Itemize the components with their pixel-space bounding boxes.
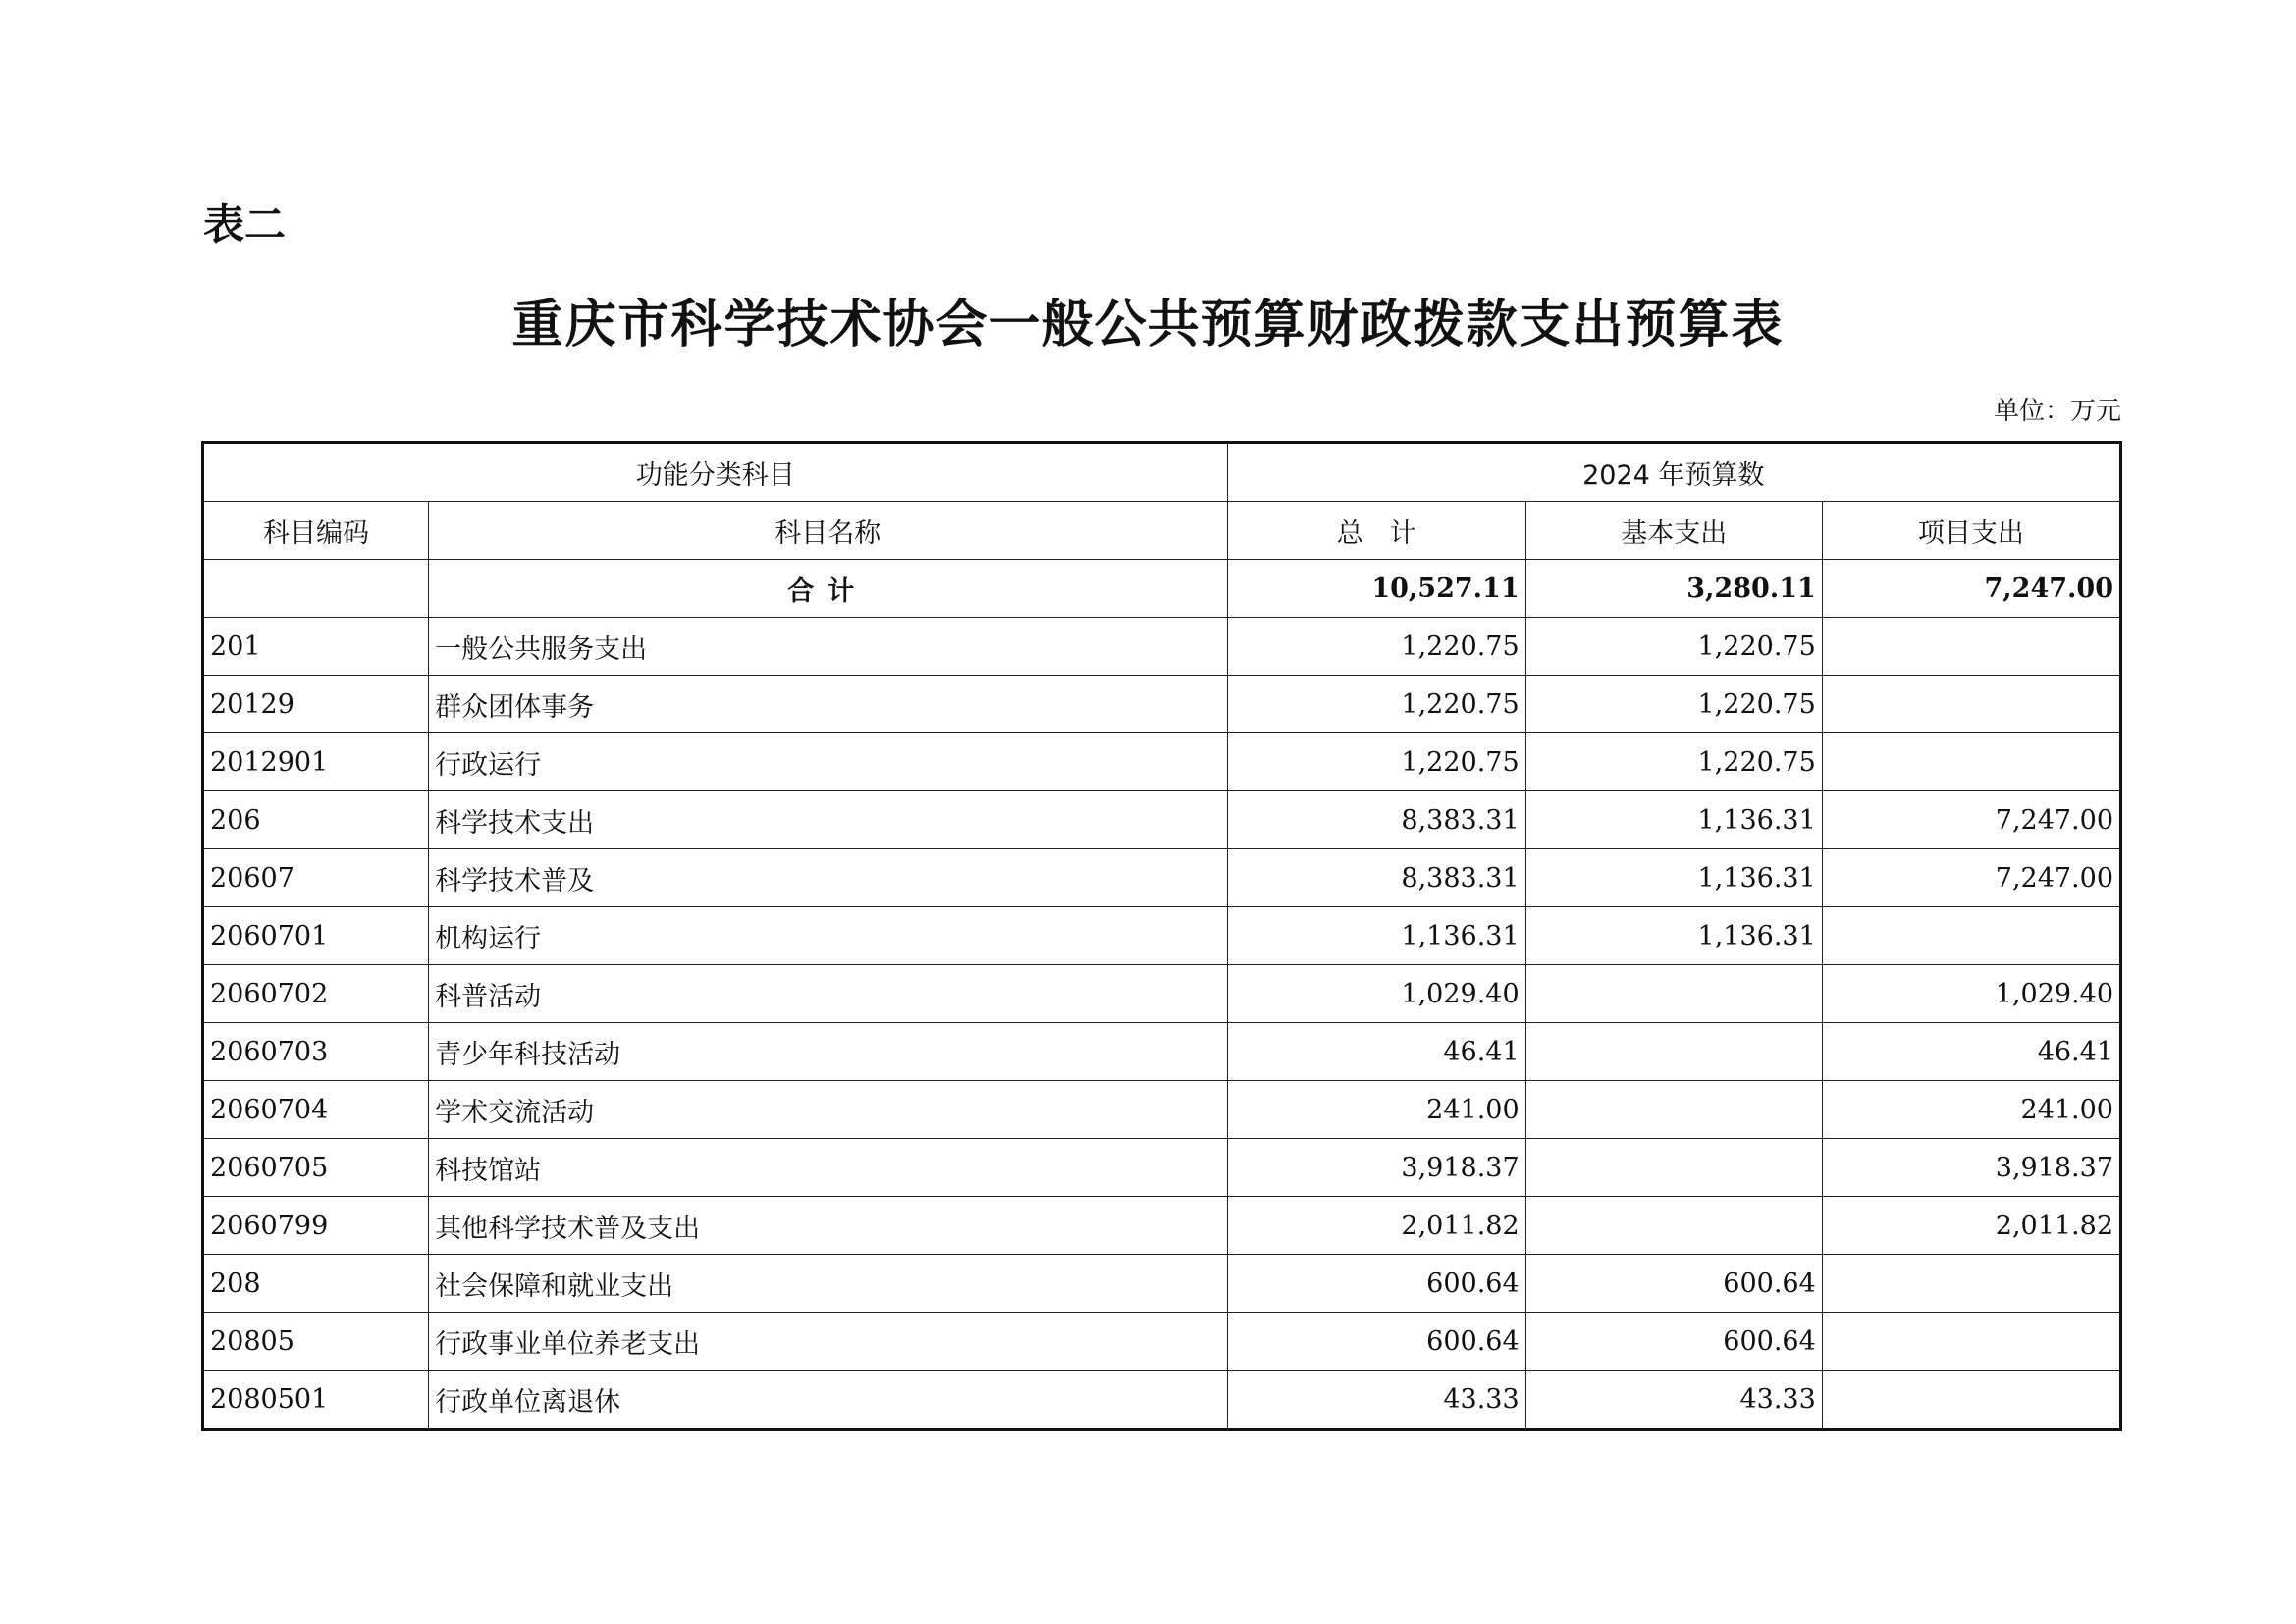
table-row	[203, 1371, 2121, 1430]
cell-basic: 1,136.31	[1525, 791, 1822, 849]
cell-total: 3,918.37	[1227, 1139, 1525, 1197]
cell-name: 其他科学技术普及支出	[429, 1197, 1227, 1255]
table-row	[203, 618, 2121, 676]
header-functional-category: 功能分类科目	[203, 443, 1228, 502]
cell-name: 机构运行	[429, 907, 1227, 965]
cell-total: 1,220.75	[1227, 676, 1525, 733]
header-column-row	[203, 502, 2121, 560]
header-basic: 基本支出	[1525, 502, 1822, 560]
cell-total: 2,011.82	[1227, 1197, 1525, 1255]
table-row	[203, 1313, 2121, 1371]
cell-basic: 600.64	[1525, 1313, 1822, 1371]
cell-name: 行政单位离退休	[429, 1371, 1227, 1430]
cell-name: 群众团体事务	[429, 676, 1227, 733]
cell-code: 2060703	[203, 1023, 429, 1081]
cell-project	[1822, 907, 2120, 965]
header-budget-year: 2024 年预算数	[1227, 443, 2121, 502]
cell-basic: 1,136.31	[1525, 907, 1822, 965]
cell-project: 7,247.00	[1822, 791, 2120, 849]
cell-project	[1822, 676, 2120, 733]
table-row	[203, 1197, 2121, 1255]
cell-project	[1822, 1255, 2120, 1313]
cell-total: 1,029.40	[1227, 965, 1525, 1023]
cell-project	[1822, 618, 2120, 676]
table-row	[203, 791, 2121, 849]
header-name: 科目名称	[429, 502, 1227, 560]
cell-code: 2060701	[203, 907, 429, 965]
cell-name: 青少年科技活动	[429, 1023, 1227, 1081]
table-row	[203, 965, 2121, 1023]
table-row	[203, 676, 2121, 733]
cell-name: 科普活动	[429, 965, 1227, 1023]
header-project: 项目支出	[1822, 502, 2120, 560]
cell-basic: 3,280.11	[1525, 560, 1822, 618]
page-title: 重庆市科学技术协会一般公共预算财政拨款支出预算表	[511, 295, 1785, 354]
cell-code: 2060705	[203, 1139, 429, 1197]
total-row	[203, 560, 2121, 618]
table-row	[203, 907, 2121, 965]
cell-total: 1,220.75	[1227, 733, 1525, 791]
table-row	[203, 1081, 2121, 1139]
cell-code: 20607	[203, 849, 429, 907]
cell-project	[1822, 733, 2120, 791]
budget-table	[201, 441, 2122, 1431]
cell-basic: 43.33	[1525, 1371, 1822, 1430]
unit-note: 单位：万元	[1993, 397, 2121, 426]
cell-project: 7,247.00	[1822, 849, 2120, 907]
cell-project: 2,011.82	[1822, 1197, 2120, 1255]
cell-total: 8,383.31	[1227, 791, 1525, 849]
table-row	[203, 1023, 2121, 1081]
cell-name: 一般公共服务支出	[429, 618, 1227, 676]
table-row	[203, 1139, 2121, 1197]
cell-code: 201	[203, 618, 429, 676]
cell-name: 行政事业单位养老支出	[429, 1313, 1227, 1371]
cell-basic: 1,220.75	[1525, 676, 1822, 733]
cell-basic	[1525, 965, 1822, 1023]
cell-code: 2060704	[203, 1081, 429, 1139]
cell-project: 1,029.40	[1822, 965, 2120, 1023]
cell-basic: 1,136.31	[1525, 849, 1822, 907]
cell-name: 行政运行	[429, 733, 1227, 791]
cell-basic	[1525, 1197, 1822, 1255]
table-row	[203, 1255, 2121, 1313]
cell-basic	[1525, 1081, 1822, 1139]
cell-project: 241.00	[1822, 1081, 2120, 1139]
table-number-label: 表二	[203, 200, 287, 248]
cell-project: 7,247.00	[1822, 560, 2120, 618]
cell-project	[1822, 1371, 2120, 1430]
cell-basic: 1,220.75	[1525, 733, 1822, 791]
cell-name: 科学技术支出	[429, 791, 1227, 849]
cell-basic	[1525, 1139, 1822, 1197]
cell-code: 20129	[203, 676, 429, 733]
cell-name: 合计	[429, 560, 1227, 618]
cell-project	[1822, 1313, 2120, 1371]
cell-total: 43.33	[1227, 1371, 1525, 1430]
cell-code: 2060799	[203, 1197, 429, 1255]
cell-total: 10,527.11	[1227, 560, 1525, 618]
cell-code	[203, 560, 429, 618]
cell-code: 20805	[203, 1313, 429, 1371]
table-row	[203, 849, 2121, 907]
cell-total: 1,220.75	[1227, 618, 1525, 676]
cell-code: 208	[203, 1255, 429, 1313]
cell-total: 8,383.31	[1227, 849, 1525, 907]
cell-project: 46.41	[1822, 1023, 2120, 1081]
cell-name: 科学技术普及	[429, 849, 1227, 907]
table-row	[203, 733, 2121, 791]
cell-name: 学术交流活动	[429, 1081, 1227, 1139]
cell-name: 社会保障和就业支出	[429, 1255, 1227, 1313]
cell-total: 1,136.31	[1227, 907, 1525, 965]
cell-code: 2060702	[203, 965, 429, 1023]
cell-code: 2012901	[203, 733, 429, 791]
cell-total: 600.64	[1227, 1313, 1525, 1371]
header-code: 科目编码	[203, 502, 429, 560]
cell-total: 46.41	[1227, 1023, 1525, 1081]
cell-total: 241.00	[1227, 1081, 1525, 1139]
cell-name: 科技馆站	[429, 1139, 1227, 1197]
cell-project: 3,918.37	[1822, 1139, 2120, 1197]
cell-total: 600.64	[1227, 1255, 1525, 1313]
cell-basic	[1525, 1023, 1822, 1081]
cell-code: 206	[203, 791, 429, 849]
cell-basic: 600.64	[1525, 1255, 1822, 1313]
header-total: 总 计	[1227, 502, 1525, 560]
cell-basic: 1,220.75	[1525, 618, 1822, 676]
header-group-row	[203, 443, 2121, 502]
cell-code: 2080501	[203, 1371, 429, 1430]
